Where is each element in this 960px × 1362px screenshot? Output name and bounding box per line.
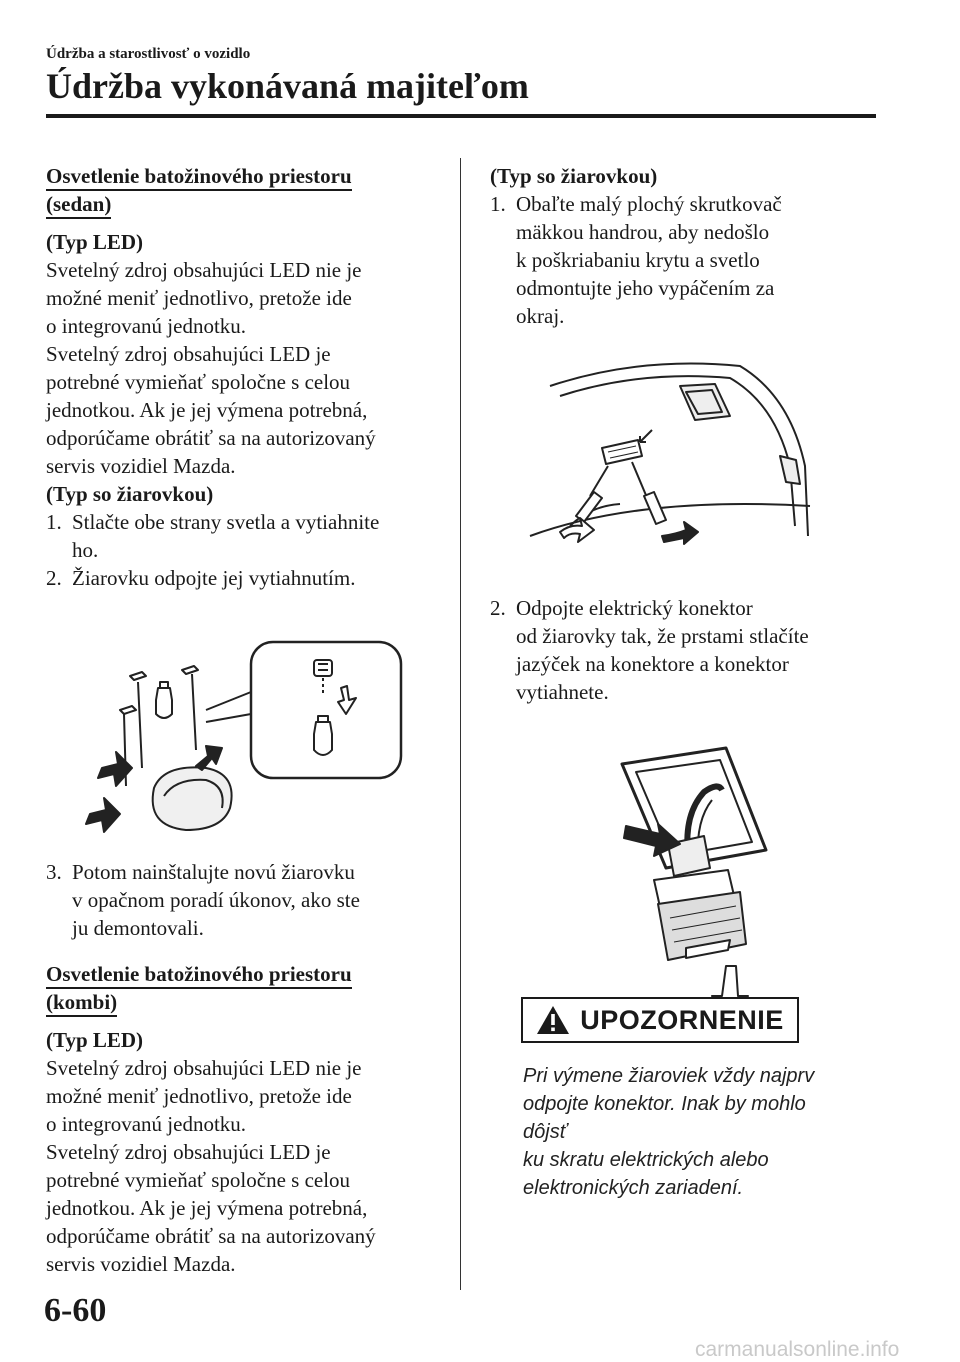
kombi-led-text-line: odporúčame obrátiť sa na autorizovaný	[46, 1224, 376, 1248]
breadcrumb: Údržba a starostlivosť o vozidlo	[46, 46, 251, 62]
led-type-heading: (Typ LED)	[46, 230, 144, 254]
section-heading-kombi: Osvetlenie batožinového priestoru	[46, 960, 416, 988]
led-text-line: o integrovanú jednotku.	[46, 314, 247, 338]
kombi-led-text-line: o integrovanú jednotku.	[46, 1112, 247, 1136]
warning-icon	[536, 1005, 570, 1035]
led-text-line: odporúčame obrátiť sa na autorizovaný	[46, 426, 376, 450]
led-text-line: servis vozidiel Mazda.	[46, 454, 236, 478]
screwdriver-pry-illustration	[490, 356, 820, 566]
watermark: carmanualsonline.info	[695, 1338, 900, 1361]
led-text-line: Svetelný zdroj obsahujúci LED nie je	[46, 258, 362, 282]
bulb-type-heading-kombi: (Typ so žiarovkou)	[490, 164, 658, 188]
warning-text: Pri výmene žiaroviek vždy najprv odpojte konektor. Inak by mohlo dôjsť ku skratu elektrických alebo elektronických zariadení.	[523, 1065, 815, 1199]
led-text-line: Svetelný zdroj obsahujúci LED je	[46, 342, 331, 366]
step-1-kombi: 1. Obaľte malý plochý skrutkovač mäkkou handrou, aby nedošlo k poškriabaniu krytu a svetlo odmontujte jeho vypáčením za okraj.	[490, 192, 782, 328]
right-column	[490, 162, 820, 1024]
led-text-line: jednotkou. Ak je jej výmena potrebná,	[46, 398, 368, 422]
bulb-type-heading: (Typ so žiarovkou)	[46, 482, 214, 506]
kombi-led-text-line: servis vozidiel Mazda.	[46, 1252, 236, 1276]
led-text-line: možné meniť jednotlivo, pretože ide	[46, 286, 352, 310]
page-number: 6-60	[44, 1292, 107, 1329]
title-rule	[46, 114, 876, 118]
warning-box	[521, 997, 799, 1043]
bulb-removal-illustration	[46, 618, 416, 840]
kombi-led-text-line: potrebné vymieňať spoločne s celou	[46, 1168, 351, 1192]
step-1: 1. Stlačte obe strany svetla a vytiahnite ho.	[46, 510, 380, 562]
left-column	[46, 162, 416, 1278]
step-2-kombi: 2. Odpojte elektrický konektor od žiarovky tak, že prstami stlačíte jazýček na konektore a konektor vytiahnete.	[490, 596, 809, 704]
section-heading-kombi-suffix: (kombi)	[46, 988, 416, 1016]
step-2: 2. Žiarovku odpojte jej vytiahnutím.	[46, 566, 356, 590]
step-3: 3. Potom nainštalujte novú žiarovku v opačnom poradí úkonov, ako ste ju demontovali.	[46, 860, 360, 940]
led-text-line: potrebné vymieňať spoločne s celou	[46, 370, 351, 394]
page-title: Údržba vykonávaná majiteľom	[46, 66, 529, 106]
connector-disconnect-illustration	[490, 734, 820, 1024]
section-heading-sedan-suffix: (sedan)	[46, 190, 416, 218]
section-heading-sedan: Osvetlenie batožinového priestoru	[46, 162, 416, 190]
kombi-led-text-line: jednotkou. Ak je jej výmena potrebná,	[46, 1196, 368, 1220]
kombi-led-text-line: Svetelný zdroj obsahujúci LED nie je	[46, 1056, 362, 1080]
kombi-led-text-line: Svetelný zdroj obsahujúci LED je	[46, 1140, 331, 1164]
kombi-led-type-heading: (Typ LED)	[46, 1028, 144, 1052]
warning-title: UPOZORNENIE	[580, 1004, 784, 1035]
kombi-led-text-line: možné meniť jednotlivo, pretože ide	[46, 1084, 352, 1108]
column-divider	[460, 158, 461, 1290]
